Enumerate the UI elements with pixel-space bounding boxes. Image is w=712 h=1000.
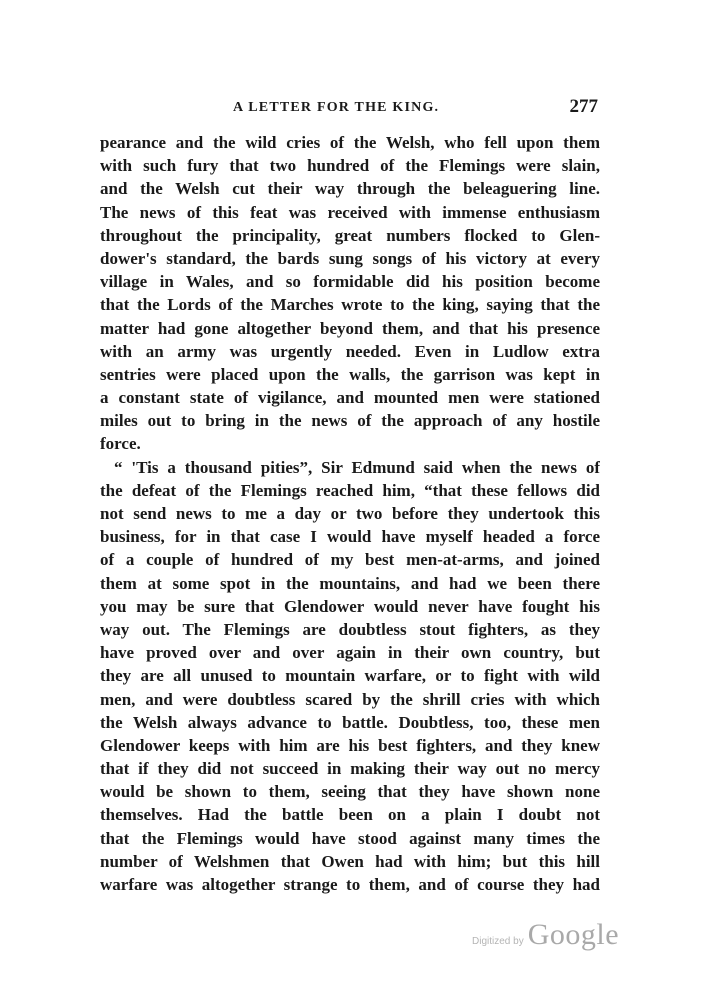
text-line: number of Welshmen that Owen had with him; but this hill [100, 851, 600, 871]
text-line: pearance and the wild cries of the Welsh, who fell upon them [100, 133, 600, 152]
text-line: and the Welsh cut their way through the beleaguering line. [100, 179, 600, 199]
text-line: men, and were doubtless scared by the shrill cries with which [100, 689, 600, 709]
text-line: The news of this feat was received with immense enthusiasm [100, 202, 600, 222]
text-line: miles out to bring in the news of the approach of any hostile [100, 411, 600, 431]
text-line: that the Lords of the Marches wrote to the king, saying that the [100, 295, 600, 315]
text-line: “ 'Tis a thousand pities”, Sir Edmund said when the news of [114, 457, 600, 477]
body-text [100, 131, 600, 896]
text-line: way out. The Flemings are doubtless stout fighters, as they [100, 619, 600, 639]
text-line: throughout the principality, great numbers flocked to Glen- [100, 225, 600, 245]
text-line: force. [100, 434, 141, 454]
text-line: a constant state of vigilance, and mounted men were stationed [100, 388, 600, 408]
google-logo: Google [527, 918, 620, 951]
text-line: village in Wales, and so formidable did his position become [100, 272, 600, 292]
text-line: not send news to me a day or two before they undertook this [100, 504, 600, 523]
running-head [100, 98, 602, 122]
text-line: matter had gone altogether beyond them, and that his presence [100, 318, 600, 338]
text-line: with an army was urgently needed. Even in Ludlow extra [100, 341, 600, 361]
text-line: of a couple of hundred of my best men-at-arms, and joined [100, 550, 600, 570]
digitized-watermark [472, 918, 619, 952]
text-line: the Welsh always advance to battle. Doubtless, too, these men [100, 712, 600, 732]
text-line: that the Flemings would have stood against many times the [100, 828, 600, 848]
running-title: A LETTER FOR THE KING. [233, 100, 440, 115]
page-number: 277 [569, 96, 598, 117]
text-line: business, for in that case I would have myself headed a force [100, 527, 600, 547]
text-line: with such fury that two hundred of the Flemings were slain, [100, 156, 600, 176]
text-line: Glendower keeps with him are his best fighters, and they knew [100, 735, 600, 755]
text-line: would be shown to them, seeing that they have shown none [100, 782, 600, 802]
watermark-prefix: Digitized by [472, 936, 524, 947]
text-line: you may be sure that Glendower would never have fought his [100, 596, 600, 616]
text-line: warfare was altogether strange to them, and of course they had [100, 875, 600, 894]
text-line: the defeat of the Flemings reached him, “that these fellows did [100, 480, 600, 500]
text-line: they are all unused to mountain warfare, or to fight with wild [100, 666, 600, 686]
text-line: have proved over and over again in their own country, but [100, 643, 600, 663]
text-line: that if they did not succeed in making their way out no mercy [100, 759, 600, 779]
text-line: dower's standard, the bards sung songs of his victory at every [100, 248, 600, 268]
text-line: sentries were placed upon the walls, the garrison was kept in [100, 364, 600, 384]
text-line: them at some spot in the mountains, and had we been there [100, 573, 600, 593]
text-line: themselves. Had the battle been on a plain I doubt not [100, 805, 600, 825]
